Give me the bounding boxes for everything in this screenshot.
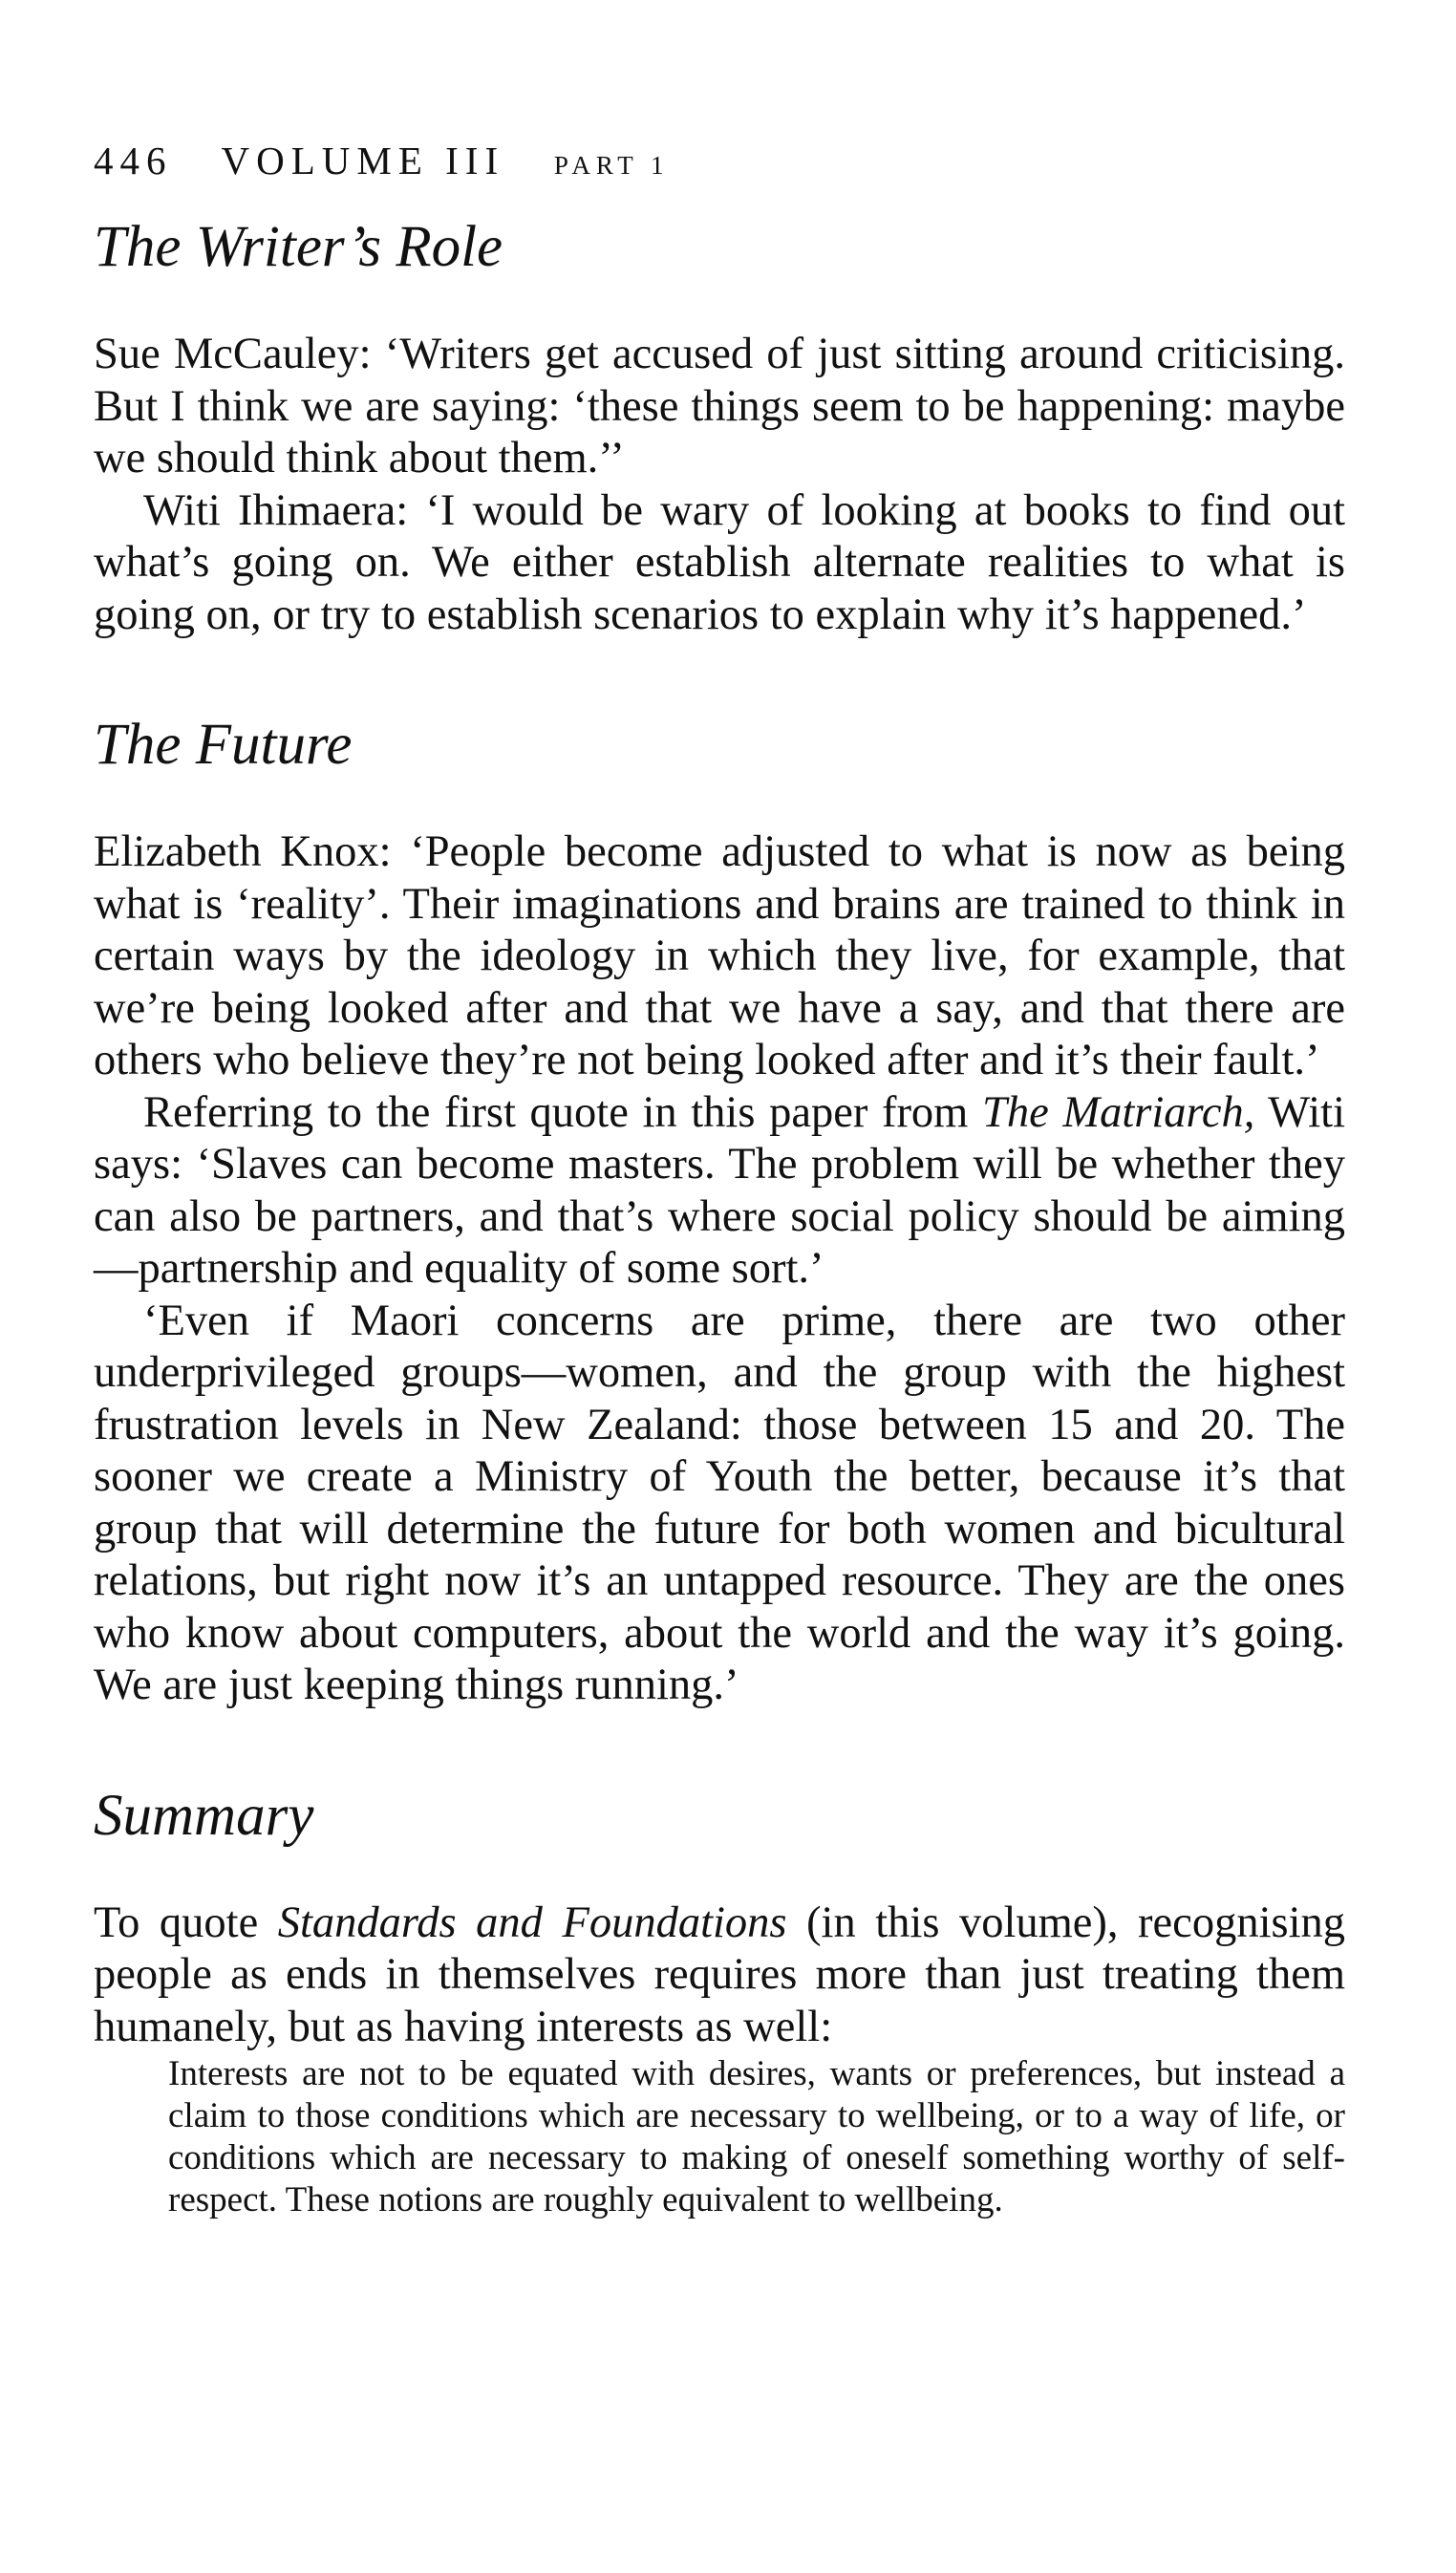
paragraph [94,1898,1345,2054]
volume-label: VOLUME III [221,139,505,182]
text-span: (in this volume), recognising people as ends in themselves requires more than just treating them humanely, but as having interests as well: [94,1898,1346,2051]
document-page [94,141,1345,2221]
section-heading-writers-role: The Writer’s Role [94,215,503,279]
part-label: PART 1 [553,151,670,180]
work-title: The Matriarch, [981,1087,1255,1137]
block-quote: Interests are not to be equated with desires, wants or preferences, but instead a claim to those conditions which are necessary to wellbeing, or to a way of life, or conditions which are necessary to making of oneself something worthy of self-respect. These notions are roughly equivalent to wellbeing. [168,2054,1345,2219]
text-span: Witi says: ‘Slaves can become masters. The problem will be whether they can also be partners, and that’s where social policy should be aiming—partnership and equality of some sort.’ [94,1087,1345,1293]
paragraph [94,1087,1345,1296]
section-heading-future: The Future [94,713,353,777]
paragraph: ‘Even if Maori concerns are prime, there are two other underprivileged groups—women, and the group with the highest frustration levels in New Zealand: those between 15 and 20. The sooner we create a Ministry of Youth the better, because it’s that group that will determine the future for both women and bicultural relations, but right now it’s an untapped resource. They are the ones who know about computers, about the world and the way it’s going. We are just keeping things running.’ [94,1296,1345,1709]
paragraph: Witi Ihimaera: ‘I would be wary of looking at books to find out what’s going on. We either establish alternate realities to what is going on, or try to establish scenarios to explain why it’s happened.’ [94,485,1345,639]
work-title: Standards and Foundations [277,1898,787,1947]
paragraph: Sue McCauley: ‘Writers get accused of just sitting around criticising. But I think we are saying: ‘these things seem to be happening: maybe we should think about them.’’ [94,330,1345,482]
text-span: To quote [94,1898,278,1947]
running-head [94,141,1345,180]
page-number: 446 [94,139,173,182]
section-heading-summary: Summary [94,1783,314,1848]
text-span: Referring to the first quote in this paper from [143,1087,982,1137]
paragraph: Elizabeth Knox: ‘People become adjusted to what is now as being what is ‘reality’. Their imaginations and brains are trained to think in certain ways by the ideology in which they live, for example, that we’re being looked after and that we have a say, and that there are others who believe they’re not being looked after and it’s their fault.’ [94,827,1345,1084]
